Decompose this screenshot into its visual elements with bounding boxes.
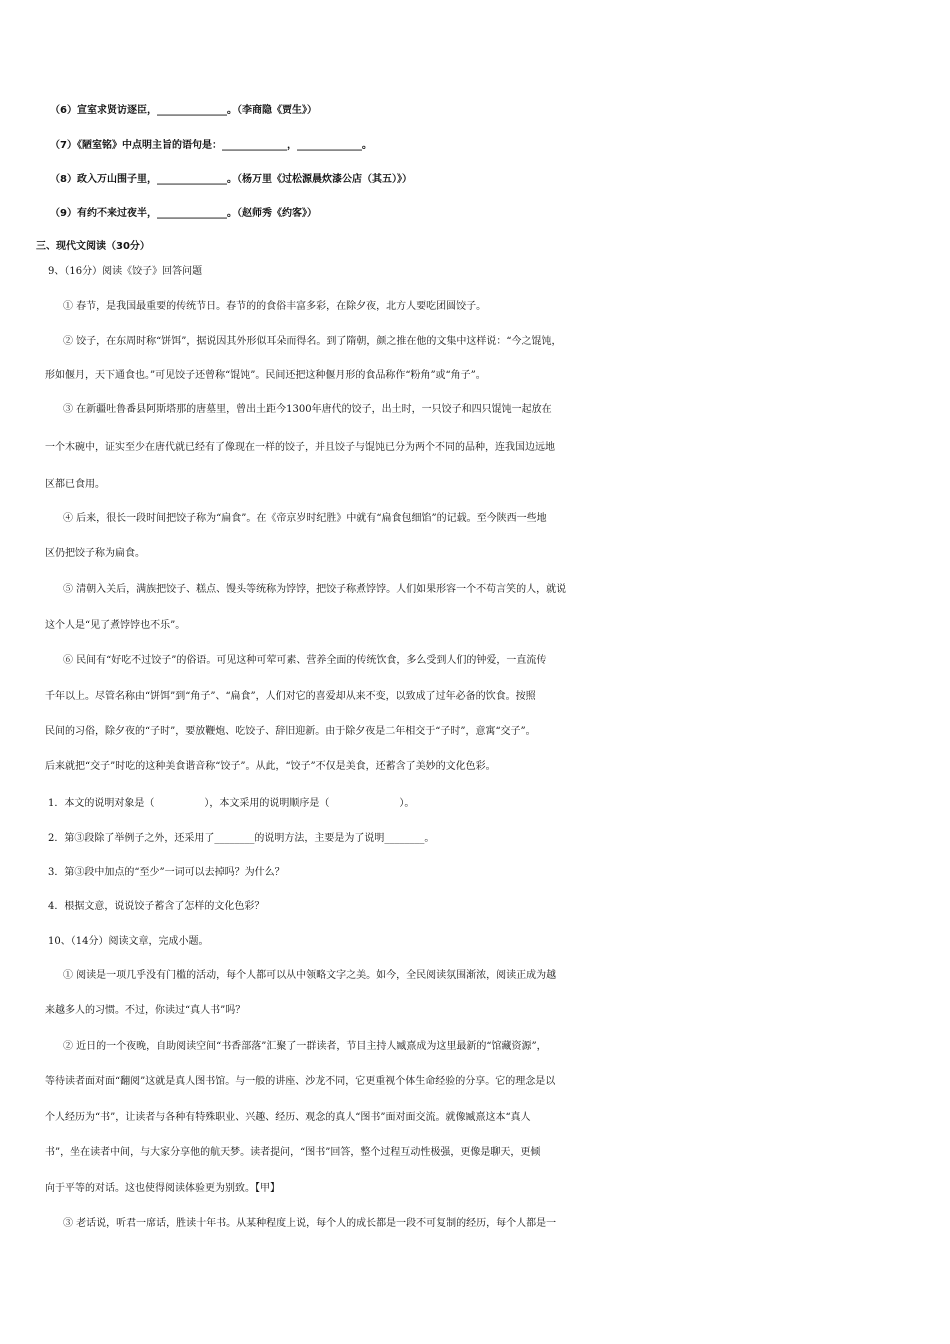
q9-para-line: 一个木碗中，证实至少在唐代就已经有了像现在一样的饺子，并且饺子与馄饨已分为两个不同的品种，连我国边远地 (45, 442, 555, 453)
q9-para-line: ⑤ 清朝入关后，满族把饺子、糕点、馒头等统称为饽饽，把饺子称煮饽饽。人们如果形容一个不苟言笑的人，就说 (63, 584, 567, 595)
q9-question-3: 3．第③段中加点的“至少”一词可以去掉吗？为什么？ (48, 867, 285, 878)
q9-para-line: 形如偃月，天下通食也。”可见饺子还曾称“馄饨”。民间还把这种偃月形的食品称作“粉角”或“角子”。 (45, 370, 486, 381)
q9-para-line: ④ 后来，很长一段时间把饺子称为“扁食”。在《帝京岁时纪胜》中就有“扁食包细馅”的记载。至今陕西一些地 (63, 513, 547, 524)
q9-para-line: ③ 在新疆吐鲁番县阿斯塔那的唐墓里，曾出土距今1300年唐代的饺子，出土时，一只饺子和四只馄饨一起放在 (63, 404, 552, 415)
q9-para-line: ⑥ 民间有“好吃不过饺子”的俗语。可见这种可荤可素、营养全面的传统饮食，多么受到人们的钟爱，一直流传 (63, 655, 547, 666)
fill-in-item-6: （6）宣室求贤访逐臣，______________。（李商隐《贾生》） (50, 105, 317, 116)
q9-para-line: ② 饺子，在东周时称“饼饵”，据说因其外形似耳朵而得名。到了隋朝，颜之推在他的文集中这样说：“今之馄饨， (63, 336, 562, 347)
q10-para-line: ① 阅读是一项几乎没有门槛的活动，每个人都可以从中领略文字之美。如今，全民阅读氛围渐浓，阅读正成为越 (63, 970, 557, 981)
q9-title: 9、（16分）阅读《饺子》回答问题 (48, 266, 203, 277)
q10-para-line: 书”，坐在读者中间，与大家分享他的航天梦。读者提问，“图书”回答，整个过程互动性极强，更像是聊天，更倾 (45, 1147, 541, 1158)
q10-para-line: 个人经历为“书”，让读者与各种有特殊职业、兴趣、经历、观念的真人“图书”面对面交流。就像臧熹这本“真人 (45, 1112, 531, 1123)
q10-para-line: 来越多人的习惯。不过，你读过“真人书”吗？ (45, 1005, 246, 1016)
q9-para-line: 这个人是“见了煮饽饽也不乐”。 (45, 620, 186, 631)
q9-para-line: 后来就把“交子”时吃的这种美食谐音称“饺子”。从此，“饺子”不仅是美食，还蓄含了美妙的文化色彩。 (45, 761, 496, 772)
section-heading: 三、现代文阅读（30分） (36, 241, 150, 252)
q9-question-2: 2．第③段除了举例子之外，还采用了________的说明方法，主要是为了说明________。 (48, 833, 435, 844)
q10-para-line: 等待读者面对面“翻阅”这就是真人图书馆。与一般的讲座、沙龙不同，它更重视个体生命经验的分享。它的理念是以 (45, 1076, 556, 1087)
q9-para-line: ① 春节，是我国最重要的传统节日。春节的的食俗丰富多彩，在除夕夜，北方人要吃团圆饺子。 (63, 301, 487, 312)
fill-in-item-8: （8）政入万山围子里，______________。（杨万里《过松源晨炊漆公店（其五）》） (50, 174, 412, 185)
q10-para-line: ② 近日的一个夜晚，自助阅读空间“书香部落”汇聚了一群读者，节目主持人臧熹成为这里最新的“馆藏资源”， (63, 1041, 547, 1052)
fill-in-item-7: （7）《陋室铭》中点明主旨的语句是：_____________，_____________。 (50, 140, 372, 151)
q9-question-4: 4．根据文意，说说饺子蓄含了怎样的文化色彩？ (48, 901, 265, 912)
q10-title: 10、（14分）阅读文章，完成小题。 (48, 936, 209, 947)
q9-para-line: 民间的习俗，除夕夜的“子时”，要放鞭炮、吃饺子、辞旧迎新。由于除夕夜是二年相交于“子时”，意寓“交子”。 (45, 726, 536, 737)
q9-para-line: 区仍把饺子称为扁食。 (45, 548, 145, 559)
q9-para-line: 千年以上。尽管名称由“饼饵”到“角子”、“扁食”，人们对它的喜爱却从来不变，以致成了过年必备的饮食。按照 (45, 691, 536, 702)
q9-question-1: 1．本文的说明对象是（ ），本文采用的说明顺序是（ ）。 (48, 798, 415, 809)
q9-para-line: 区都已食用。 (45, 479, 105, 490)
q10-para-line: ③ 老话说，听君一席话，胜读十年书。从某种程度上说，每个人的成长都是一段不可复制的经历，每个人都是一 (63, 1218, 557, 1229)
q10-para-line: 向于平等的对话。这也使得阅读体验更为别致。【甲】 (45, 1183, 280, 1194)
fill-in-item-9: （9）有约不来过夜半，______________。（赵师秀《约客》） (50, 208, 317, 219)
